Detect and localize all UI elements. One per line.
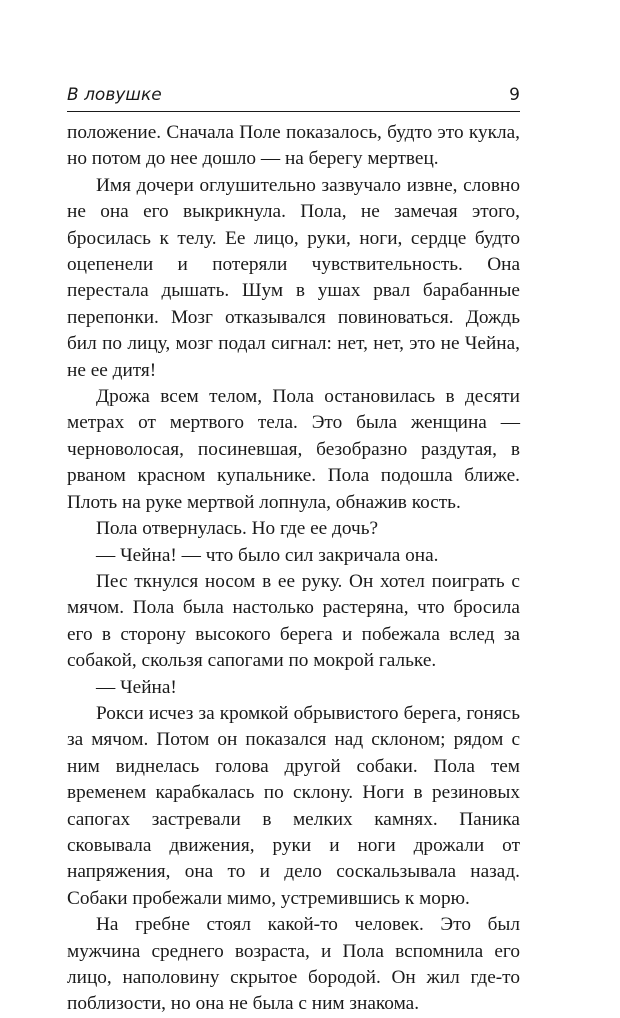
- paragraph: — Чейна! — что было сил закричала она.: [96, 544, 439, 566]
- body-text: [67, 120, 520, 1018]
- paragraph: Пес ткнулся носом в ее руку. Он хотел поиграть с мячом. Пола была настолько растеряна, что бросила его в сторону высокого берега и побежала вслед за собакой, скользя сапогами по мокрой гальке.: [67, 570, 520, 672]
- paragraph: Рокси исчез за кромкой обрывистого берега, гонясь за мячом. Потом он показался над склоном; рядом с ним виднелась голова другой собаки. Пола тем временем карабкалась по склону. Ноги в резиновых сапогах застревали в мелких камнях. Паника сковывала движения, руки и ноги дрожали от напряжения, она то и дело соскальзывала назад. Собаки пробежали мимо, устремившись к морю.: [67, 702, 520, 909]
- paragraph: — Чейна!: [96, 676, 177, 698]
- paragraph: Пола отвернулась. Но где ее дочь?: [96, 518, 379, 540]
- paragraph: Дрожа всем телом, Пола остановилась в десяти метрах от мертвого тела. Это была женщина — черноволосая, посиневшая, безобразно раздутая, в рваном красном купальнике. Пола подошла ближе. Плоть на руке мертвой лопнула, обнажив кость.: [67, 386, 520, 513]
- page-number: 9: [509, 85, 520, 105]
- paragraph: Имя дочери оглушительно зазвучало извне, словно не она его выкрикнула. Пола, не замечая этого, бросилась к телу. Ее лицо, руки, ноги, сердце будто оцепенели и потеряли чувствительность. Она перестала дышать. Шум в ушах рвал барабанные перепонки. Мозг отказывался повиноваться. Дождь бил по лицу, мозг подал сигнал: нет, нет, это не Чейна, не ее дитя!: [67, 174, 520, 381]
- paragraph: На гребне стоял какой-то человек. Это был мужчина среднего возраста, и Пола вспомнила его лицо, наполовину скрытое бородой. Он жил где-то поблизости, но она не была с ним знакома.: [67, 914, 520, 1015]
- chapter-title: В ловушке: [67, 85, 162, 105]
- paragraph: положение. Сначала Поле показалось, будто это кукла, но потом до нее дошло — на берегу мертвец.: [67, 122, 520, 170]
- running-head: [67, 82, 520, 108]
- header-rule: [67, 111, 520, 112]
